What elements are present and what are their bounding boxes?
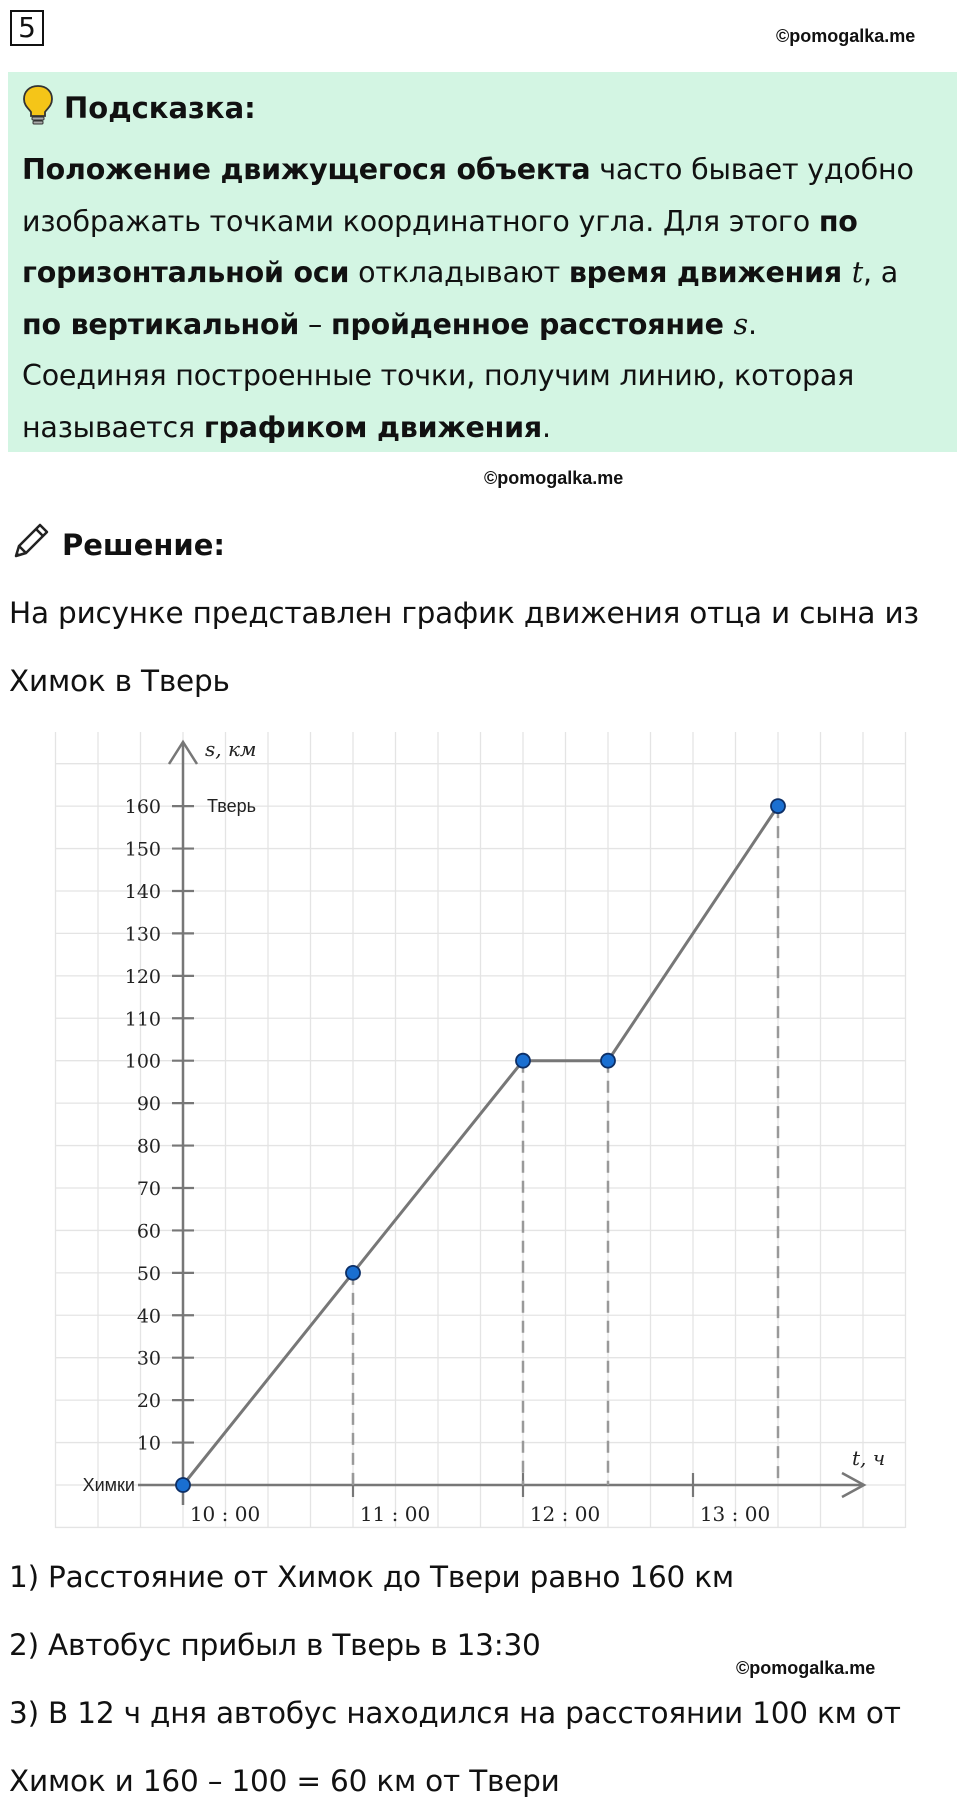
answer-2: 2) Автобус прибыл в Тверь в 13:30 <box>9 1628 541 1662</box>
task-number: 5 <box>10 10 44 46</box>
chart-axes <box>138 742 864 1505</box>
y-tick-label: 20 <box>136 1390 161 1413</box>
x-tick-label: 12 : 00 <box>529 1502 601 1526</box>
data-point <box>176 1478 190 1492</box>
hint-header <box>22 82 943 134</box>
y-tick-label: 110 <box>124 1008 161 1031</box>
x-tick-label: 11 : 00 <box>359 1502 431 1526</box>
y-axis-label: s, км <box>205 737 257 761</box>
y-tick-label: 100 <box>124 1050 161 1073</box>
y-tick-label: 160 <box>124 796 161 819</box>
hint-text: Положение движущегося объекта часто бывает удобно изображать точками координатного угла. Для этого по горизонтальной оси откладывают время движения t, а по вертикальной – пройденное расстояние s. Соединяя построенные точки, получим линию, которая называется графиком движения. <box>22 153 914 444</box>
y-tick-label: 130 <box>124 923 161 946</box>
solution-title: Решение: <box>62 527 226 562</box>
y-tick-label: 40 <box>136 1305 161 1328</box>
x-axis-label: t, ч <box>852 1446 886 1470</box>
x-tick-label: 13 : 00 <box>699 1502 771 1526</box>
answer-3-line-1: 3) В 12 ч дня автобус находился на расстоянии 100 км от <box>9 1696 901 1730</box>
intro-line-2: Химок в Тверь <box>9 664 230 698</box>
y-tick-label: 80 <box>136 1135 161 1158</box>
y-tick-label: 70 <box>136 1177 161 1200</box>
y-tick-label: 90 <box>136 1093 161 1116</box>
y-tick-label: 150 <box>124 838 161 861</box>
y-tick-label: 140 <box>124 880 161 903</box>
data-point <box>771 799 785 813</box>
answer-1: 1) Расстояние от Химок до Твери равно 160 км <box>9 1560 734 1594</box>
pencil-icon <box>10 520 52 569</box>
y-tick-label: 30 <box>136 1347 161 1370</box>
y-tick-label: 50 <box>136 1262 161 1285</box>
chart-ticks <box>125 796 770 1526</box>
watermark-middle: ©pomogalka.me <box>484 468 624 488</box>
x-tick-label: 10 : 00 <box>189 1502 261 1526</box>
y-tick-label: 120 <box>124 965 161 988</box>
motion-chart <box>0 720 960 1540</box>
data-point <box>516 1054 530 1068</box>
y-tick-label: 10 <box>136 1432 161 1455</box>
answer-3-line-2: Химок и 160 – 100 = 60 км от Твери <box>9 1764 560 1798</box>
hint-box <box>8 72 957 452</box>
watermark-top: ©pomogalka.me <box>776 26 916 46</box>
intro-line-1: На рисунке представлен график движения отца и сына из <box>9 596 919 630</box>
data-point <box>601 1054 615 1068</box>
chart-labels <box>83 737 886 1495</box>
lightbulb-icon <box>22 84 54 133</box>
watermark-bottom: ©pomogalka.me <box>736 1658 876 1678</box>
origin-label: Химки <box>82 1475 135 1495</box>
hint-title: Подсказка: <box>64 91 256 125</box>
solution-header <box>10 520 225 569</box>
destination-label: Тверь <box>207 796 256 817</box>
data-point <box>346 1266 360 1280</box>
y-tick-label: 60 <box>136 1220 161 1243</box>
